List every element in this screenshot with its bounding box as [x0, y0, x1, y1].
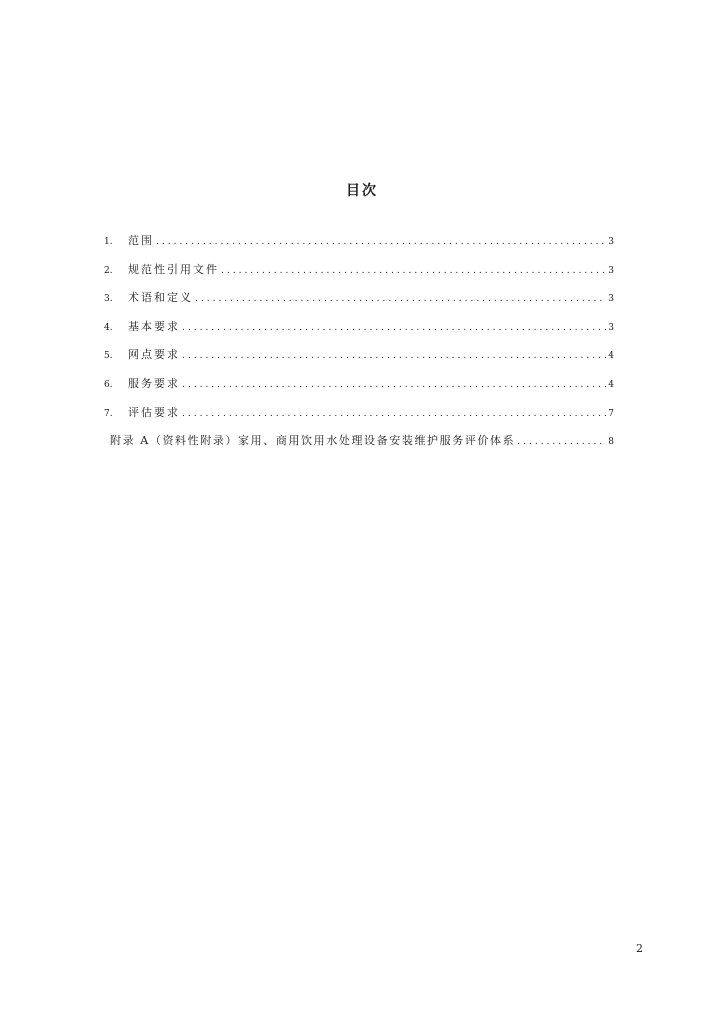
toc-entry-page: 8: [608, 437, 614, 448]
toc-entry-outlet-requirements[interactable]: [104, 346, 614, 375]
toc-entry-evaluation-requirements[interactable]: [104, 404, 614, 433]
toc-entry-label: 网点要求: [128, 348, 180, 362]
toc-entry-normative-references[interactable]: [104, 261, 614, 290]
toc-entry-page: 4: [608, 351, 614, 362]
toc-entry-page: 4: [608, 379, 614, 390]
toc-dot-leader: [182, 351, 606, 361]
toc-entry-label: 规范性引用文件: [128, 262, 219, 276]
toc-entry-page: 3: [608, 294, 614, 305]
toc-entry-page: 3: [608, 237, 614, 247]
toc-entry-number: 2.: [104, 265, 113, 276]
toc-entry-appendix-a[interactable]: [104, 432, 614, 461]
toc-dot-leader: [517, 437, 606, 447]
toc-entry-label: 附录 A（资料性附录）家用、商用饮用水处理设备安装维护服务评价体系: [110, 434, 516, 448]
toc-dot-leader: [195, 294, 606, 304]
toc-entry-label: 服务要求: [128, 376, 180, 390]
page-number: 2: [636, 942, 643, 955]
toc-dot-leader: [182, 380, 606, 390]
toc-entry-number: 1.: [104, 237, 113, 247]
toc-entry-terms-definitions[interactable]: [104, 289, 614, 318]
toc-entry-number: 7.: [104, 408, 113, 419]
toc-entry-label: 基本要求: [128, 319, 180, 333]
toc-entry-scope[interactable]: [104, 232, 614, 261]
toc-title: 目次: [346, 183, 378, 199]
toc-entry-label: 范围: [128, 234, 154, 247]
toc-entry-number: 3.: [104, 294, 113, 305]
toc-entry-page: 3: [608, 265, 614, 276]
toc-entry-page: 3: [608, 322, 614, 333]
toc-dot-leader: [182, 409, 606, 419]
toc-entry-number: 5.: [104, 351, 113, 362]
toc-entry-label: 评估要求: [128, 405, 180, 419]
table-of-contents: [104, 232, 614, 461]
toc-entry-basic-requirements[interactable]: [104, 318, 614, 347]
toc-entry-number: 6.: [104, 379, 113, 390]
toc-entry-service-requirements[interactable]: [104, 375, 614, 404]
toc-dot-leader: [156, 237, 606, 247]
toc-entry-label: 术语和定义: [128, 291, 193, 305]
toc-dot-leader: [221, 266, 606, 276]
toc-entry-page: 7: [608, 408, 614, 419]
toc-entry-number: 4.: [104, 322, 113, 333]
toc-dot-leader: [182, 323, 606, 333]
